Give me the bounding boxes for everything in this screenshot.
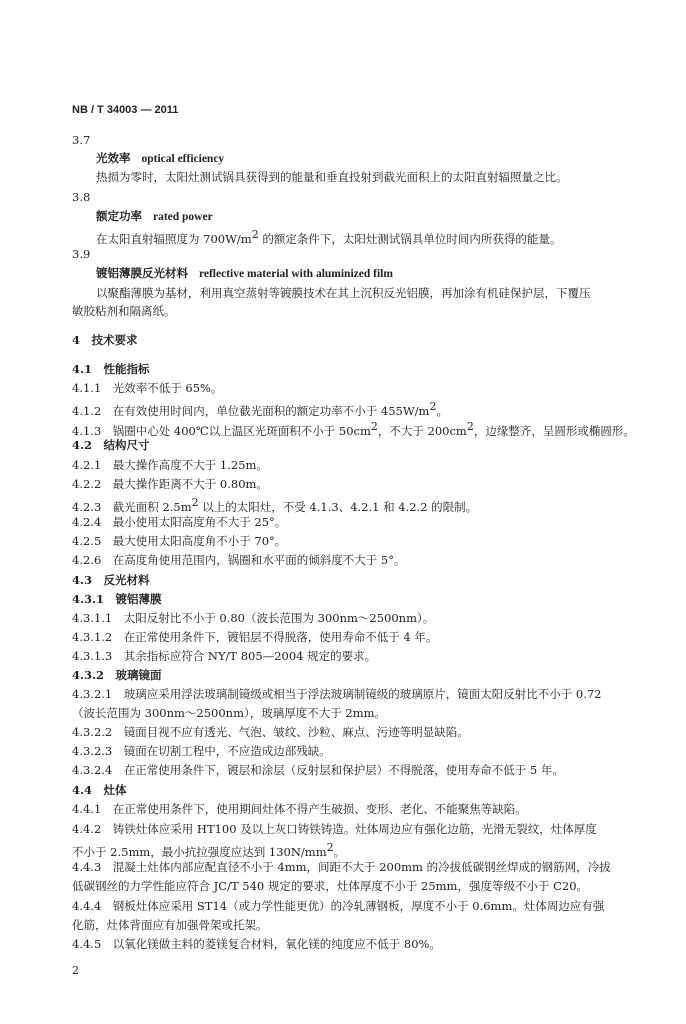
item-4-2-6: 4.2.6 在高度角使用范围内，锅圈和水平面的倾斜度不大于 5°。 bbox=[72, 553, 406, 567]
item-4-4-5: 4.4.5 以氧化镁做主料的菱镁复合材料，氧化镁的纯度应不低于 80%。 bbox=[72, 937, 441, 951]
superscript: 2 bbox=[251, 228, 259, 241]
item-4-1-1: 4.1.1 光效率不低于 65%。 bbox=[72, 381, 223, 395]
item-4-2-1: 4.2.1 最大操作高度不大于 1.25m。 bbox=[72, 458, 268, 472]
subsection-4-3-1: 4.3.1 镀铝薄膜 bbox=[72, 592, 162, 606]
superscript: 2 bbox=[370, 420, 378, 433]
term-definition-3-7: 热损为零时，太阳灶测试锅具获得到的能量和垂直投射到截光面积上的太阳直射辐照量之比。 bbox=[96, 170, 568, 184]
text-part: 以上的太阳灶，不受 4.1.3、4.2.1 和 4.2.2 的限制。 bbox=[198, 499, 478, 514]
item-4-4-2-line1: 4.4.2 铸铁灶体应采用 HT100 及以上灰口铸铁铸造。灶体周边应有强化边筋，光滑无裂纹，灶体厚度 bbox=[72, 822, 597, 836]
term-zh: 光效率 bbox=[96, 151, 131, 165]
item-4-4-1: 4.4.1 在正常使用条件下，使用期间灶体不得产生破损、变形、老化、不能聚焦等缺陷。 bbox=[72, 802, 527, 816]
item-4-3-2-4: 4.3.2.4 在正常使用条件下，镀层和涂层（反射层和保护层）不得脱落，使用寿命不低于 5 年。 bbox=[72, 763, 564, 777]
item-4-3-2-1-line2: （波长范围为 300nm～2500nm），玻璃厚度不大于 2mm。 bbox=[72, 706, 387, 720]
item-4-4-4-line2: 化筋，灶体背面应有加强骨架或托架。 bbox=[72, 918, 268, 932]
def-part: 在太阳直射辐照度为 700W/m bbox=[96, 231, 252, 246]
subsection-4-4: 4.4 灶体 bbox=[72, 783, 127, 797]
standard-number: NB / T 34003 — 2011 bbox=[72, 104, 179, 116]
item-4-4-2-line2 bbox=[72, 840, 345, 860]
text-part: 4.1.3 锅圈中心处 400℃以上温区光斑面积不小于 50cm bbox=[72, 423, 371, 438]
term-zh: 额定功率 bbox=[96, 209, 142, 223]
term-en: optical efficiency bbox=[141, 153, 225, 165]
term-definition-3-9-line2: 敏胶粘剂和隔离纸。 bbox=[72, 304, 176, 318]
item-4-4-3-line1: 4.4.3 混凝土灶体内部应配直径不小于 4mm，间距不大于 200mm 的冷拔低碳钢丝焊成的钢筋网，冷拔 bbox=[72, 860, 611, 874]
item-4-2-2: 4.2.2 最大操作距离不大于 0.80m。 bbox=[72, 477, 268, 491]
item-4-3-1-1: 4.3.1.1 太阳反射比不小于 0.80（波长范围为 300nm～2500nm）。 bbox=[72, 611, 435, 625]
term-number-3-8: 3.8 bbox=[72, 190, 91, 204]
term-heading-3-8 bbox=[96, 208, 213, 225]
subsection-4-3-2: 4.3.2 玻璃镜面 bbox=[72, 668, 162, 682]
item-4-1-3 bbox=[72, 419, 635, 439]
item-4-2-5: 4.2.5 最大使用太阳高度角不小于 70°。 bbox=[72, 534, 287, 548]
section-title-4: 4 技术要求 bbox=[72, 333, 138, 347]
term-en: reflective material with aluminized film bbox=[198, 268, 393, 280]
text-part: 4.1.2 在有效使用时间内，单位截光面积的额定功率不小于 455W/m bbox=[72, 403, 430, 418]
item-4-4-3-line2: 低碳钢丝的力学性能应符合 JC/T 540 规定的要求，灶体厚度不小于 25mm，强度等级不小于 C20。 bbox=[72, 879, 589, 893]
text-part: 。 bbox=[436, 403, 448, 418]
text-part: ，边缘整齐，呈圆形或椭圆形。 bbox=[473, 423, 635, 438]
item-4-4-4-line1: 4.4.4 钢板灶体应采用 ST14（或力学性能更优）的冷轧薄钢板，厚度不小于 0.6mm。灶体周边应有强 bbox=[72, 899, 605, 913]
page-number: 2 bbox=[72, 964, 79, 977]
item-4-3-1-3: 4.3.1.3 其余指标应符合 NY/T 805—2004 规定的要求。 bbox=[72, 649, 377, 663]
term-number-3-9: 3.9 bbox=[72, 247, 91, 261]
item-4-3-1-2: 4.3.1.2 在正常使用条件下，镀铝层不得脱落，使用寿命不低于 4 年。 bbox=[72, 630, 438, 644]
def-part: 的额定条件下，太阳灶测试锅具单位时间内所获得的能量。 bbox=[258, 231, 562, 246]
subsection-4-1: 4.1 性能指标 bbox=[72, 362, 150, 376]
superscript: 2 bbox=[191, 496, 199, 509]
item-4-3-2-2: 4.3.2.2 镜面目视不应有透光、气泡、皱纹、沙粒、麻点、污迹等明显缺陷。 bbox=[72, 725, 469, 739]
item-4-2-3 bbox=[72, 495, 477, 515]
item-4-3-2-3: 4.3.2.3 镜面在切割工程中，不应造成边部残缺。 bbox=[72, 744, 331, 758]
superscript: 2 bbox=[429, 400, 437, 413]
text-part: ，不大于 200cm bbox=[377, 423, 467, 438]
item-4-1-2 bbox=[72, 399, 448, 419]
subsection-4-3: 4.3 反光材料 bbox=[72, 573, 150, 587]
term-heading-3-7 bbox=[96, 150, 224, 167]
term-en: rated power bbox=[152, 211, 213, 223]
item-4-3-2-1-line1: 4.3.2.1 玻璃应采用浮法玻璃制镜级或相当于浮法玻璃制镜级的玻璃原片，镜面太阳反射比不小于 0.72 bbox=[72, 687, 602, 701]
term-number-3-7: 3.7 bbox=[72, 133, 91, 147]
term-definition-3-9-line1: 以聚酯薄膜为基材，利用真空蒸射等镀膜技术在其上沉积反光铝膜，再加涂有机硅保护层，下覆压 bbox=[96, 286, 591, 300]
term-definition-3-8 bbox=[96, 227, 561, 247]
text-part: 4.2.3 截光面积 2.5m bbox=[72, 499, 192, 514]
item-4-2-4: 4.2.4 最小使用太阳高度角不大于 25°。 bbox=[72, 515, 287, 529]
text-part: 。 bbox=[333, 844, 346, 859]
subsection-4-2: 4.2 结构尺寸 bbox=[72, 438, 150, 452]
superscript: 2 bbox=[326, 841, 334, 854]
term-heading-3-9 bbox=[96, 265, 393, 282]
term-zh: 镀铝薄膜反光材料 bbox=[96, 266, 188, 280]
superscript: 2 bbox=[466, 420, 474, 433]
text-part: 不小于 2.5mm，最小抗拉强度应达到 130N/mm bbox=[72, 844, 327, 859]
